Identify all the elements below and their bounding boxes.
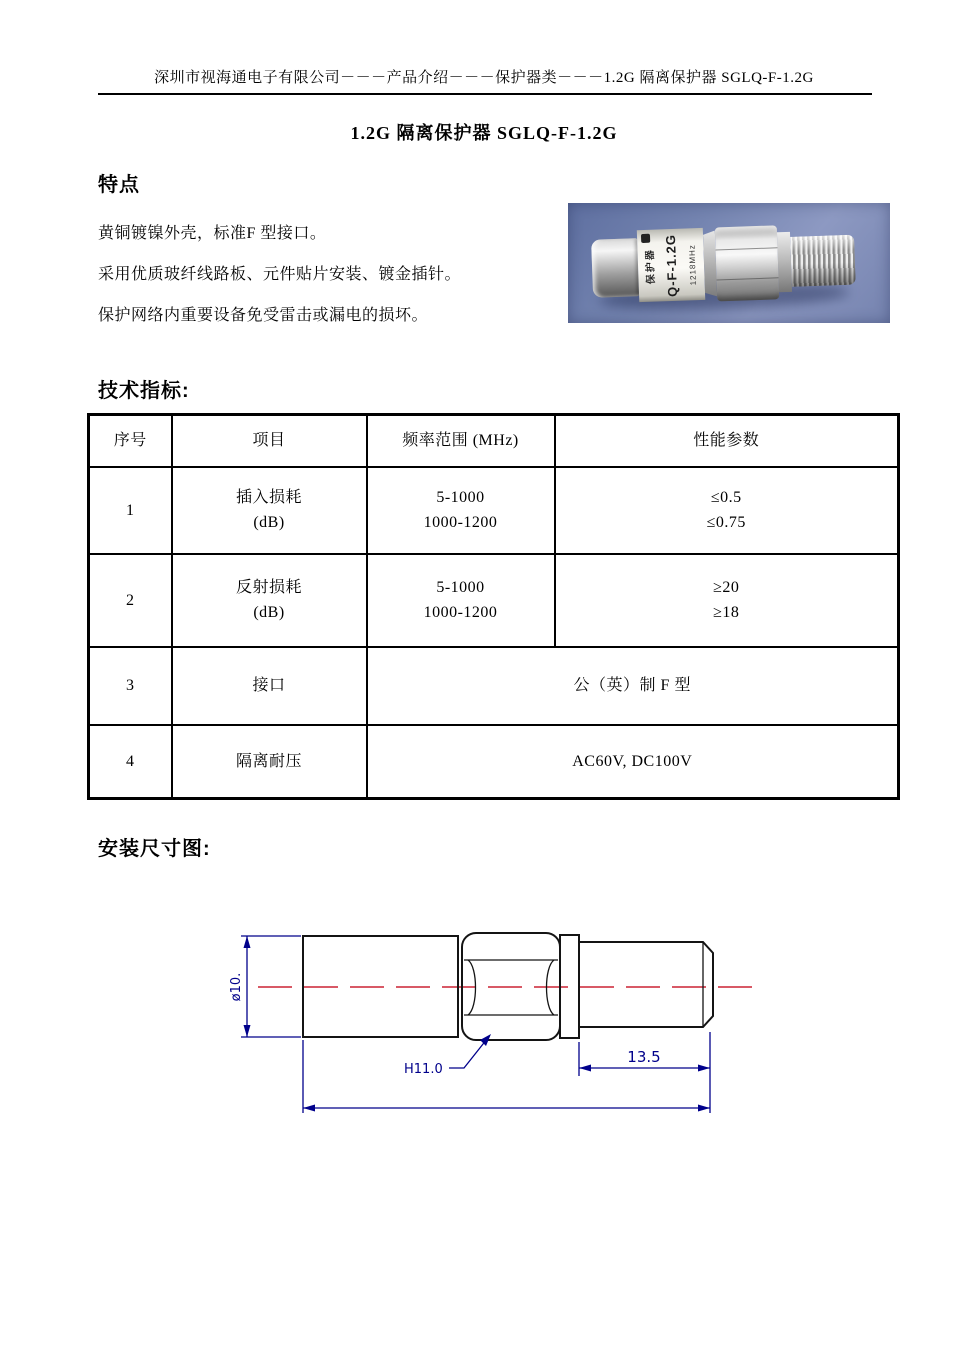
dim-arrow	[698, 1105, 710, 1112]
cell-item: 接口	[172, 647, 367, 725]
label-logo-icon	[641, 234, 650, 243]
cell-freq	[367, 467, 555, 554]
cell-line: ≤0.75	[706, 514, 746, 531]
cell-line: 1000-1200	[423, 604, 498, 621]
cell-line: 插入损耗	[235, 489, 302, 506]
device-end-cap	[591, 238, 639, 298]
cell-param	[555, 554, 899, 647]
label-model-text: Q-F-1.2G	[662, 233, 680, 297]
feature-item: 保护网络内重要设备免受雷击或漏电的损坏。	[98, 307, 429, 324]
cell-line: (dB)	[253, 604, 285, 621]
dim-arrow	[244, 1025, 251, 1037]
dim-length-label: 13.5	[627, 1048, 661, 1066]
product-photo	[568, 203, 890, 323]
col-header-item: 项目	[172, 415, 367, 467]
feature-item: 黄铜镀镍外壳，标准F 型接口。	[98, 225, 327, 242]
table-row	[89, 554, 899, 647]
dimension-drawing	[200, 915, 800, 1130]
dim-arrow	[698, 1065, 710, 1072]
table-row	[89, 467, 899, 554]
hex-facet-line	[716, 247, 778, 250]
col-header-param: 性能参数	[555, 415, 899, 467]
cell-no: 1	[89, 467, 172, 554]
label-brand-text: 保护器	[644, 247, 658, 284]
cell-item	[172, 554, 367, 647]
dim-arrow	[579, 1065, 591, 1072]
col-header-freq: 频率范围 (MHz)	[367, 415, 555, 467]
cell-freq	[367, 554, 555, 647]
features-heading: 特点	[98, 174, 140, 196]
cell-item	[172, 467, 367, 554]
dim-diameter-label: ø10.	[229, 972, 244, 1002]
leader-line	[449, 1039, 487, 1068]
label-model-column	[660, 229, 683, 302]
device-image	[566, 197, 892, 328]
dim-arrow	[303, 1105, 315, 1112]
cell-no: 3	[89, 647, 172, 725]
drawing-heading: 安装尺寸图:	[98, 838, 211, 860]
cell-no: 2	[89, 554, 172, 647]
document-title: 1.2G 隔离保护器 SGLQ-F-1.2G	[350, 123, 618, 143]
cell-param	[555, 467, 899, 554]
cell-line: 1000-1200	[423, 514, 498, 531]
cell-no: 4	[89, 725, 172, 799]
hex-facet-line	[717, 277, 779, 280]
label-freq-column	[682, 228, 705, 301]
header-divider	[98, 93, 872, 95]
cell-line: 5-1000	[436, 489, 485, 506]
cell-line: 反射损耗	[235, 579, 302, 596]
cell-value: 公（英）制 F 型	[367, 647, 899, 725]
cell-line: (dB)	[253, 514, 285, 531]
spec-table-header-row	[89, 415, 899, 467]
device-threads	[790, 235, 856, 287]
dim-arrow	[244, 936, 251, 948]
label-freq-text: 1218MHz	[687, 243, 699, 286]
spec-table	[87, 413, 900, 800]
cell-line: 5-1000	[436, 579, 485, 596]
dim-hex-label: H11.0	[404, 1062, 443, 1077]
cell-line: ≥18	[713, 604, 740, 621]
table-row	[89, 647, 899, 725]
table-row	[89, 725, 899, 799]
cell-item: 隔离耐压	[172, 725, 367, 799]
page-header: 深圳市视海通电子有限公司－－－产品介绍－－－保护器类－－－1.2G 隔离保护器 SGLQ-F-1.2G	[154, 70, 814, 86]
cell-line: ≤0.5	[710, 489, 742, 506]
cell-line: ≥20	[713, 579, 740, 596]
cell-value: AC60V, DC100V	[367, 725, 899, 799]
col-header-no: 序号	[89, 415, 172, 467]
thread-outline	[579, 942, 713, 1027]
device-hex-nut	[715, 225, 780, 301]
feature-item: 采用优质玻纤线路板、元件贴片安装、镀金插针。	[98, 266, 462, 283]
specs-heading: 技术指标:	[98, 380, 190, 402]
